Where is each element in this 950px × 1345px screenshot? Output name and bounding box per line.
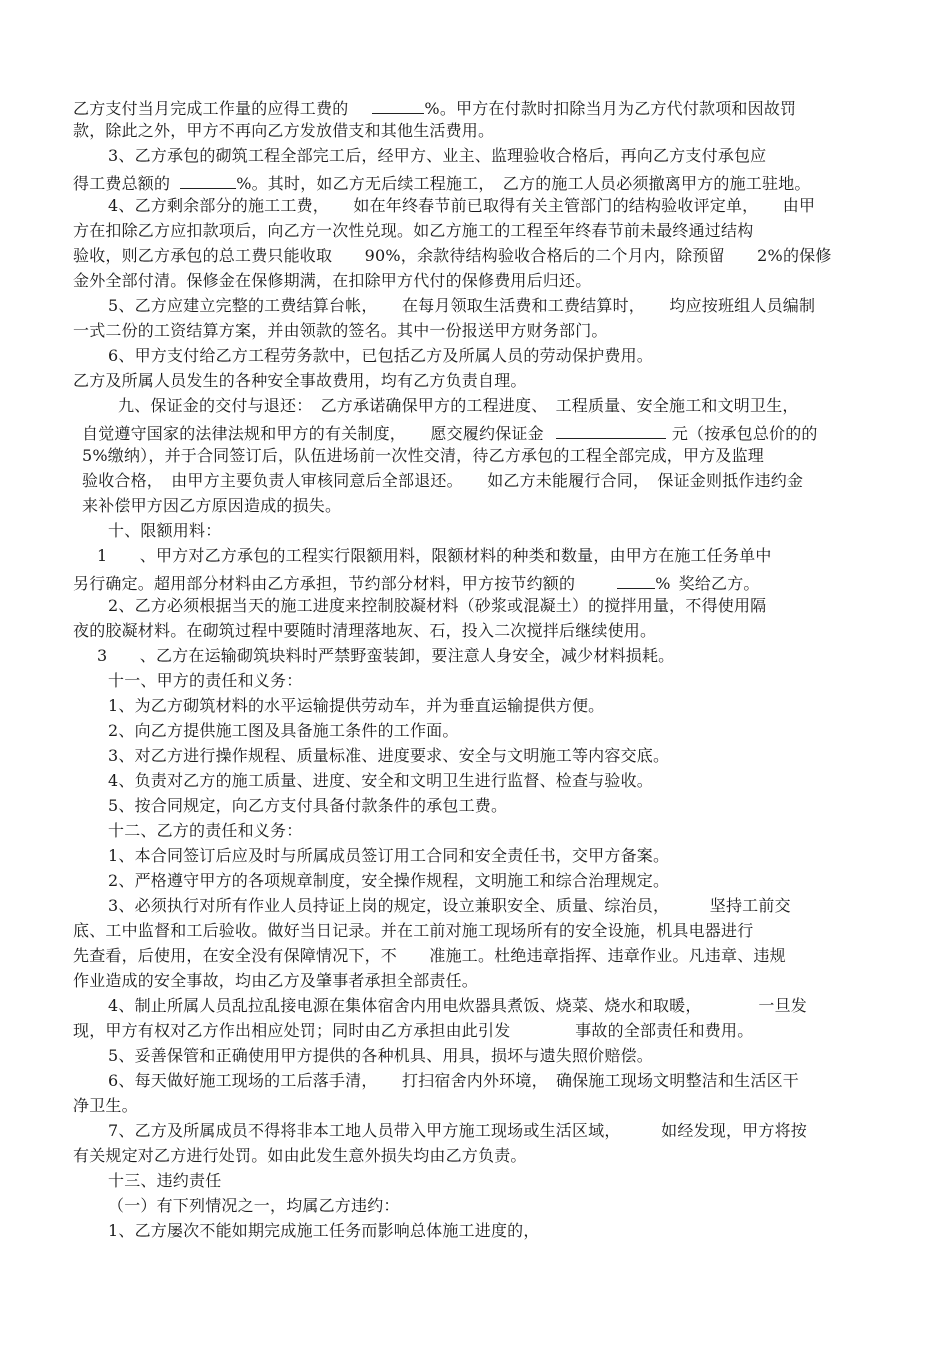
text-line: 得工费总额的 %。其时，如乙方无后续工程施工， 乙方的施工人员必须撤离甲方的施工驻地。 xyxy=(73,171,811,194)
section-heading: 十、限额用料： xyxy=(108,521,222,540)
text-line: 7、乙方及所属成员不得将非本工地人员带入甲方施工现场或生活区域， 如经发现，甲方将按 xyxy=(108,1121,807,1140)
text-line: 有关规定对乙方进行处罚。如由此发生意外损失均由乙方负责。 xyxy=(73,1146,527,1165)
text-line: 作业造成的安全事故，均由乙方及肇事者承担全部责任。 xyxy=(73,971,479,990)
text-line: 4、负责对乙方的施工质量、进度、安全和文明卫生进行监督、检查与验收。 xyxy=(108,771,653,790)
text-line: 乙方及所属人员发生的各种安全事故费用，均有乙方负责自理。 xyxy=(73,371,527,390)
text-line: （一）有下列情况之一，均属乙方违约： xyxy=(108,1196,400,1215)
text-line: 2、乙方必须根据当天的施工进度来控制胶凝材料（砂浆或混凝土）的搅拌用量，不得使用隔 xyxy=(108,596,767,615)
text-line: 款，除此之外，甲方不再向乙方发放借支和其他生活费用。 xyxy=(73,121,495,140)
text-line: 自觉遵守国家的法律法规和甲方的有关制度， 愿交履约保证金 元（按承包总价的的 xyxy=(82,421,818,444)
text-line: 3、必须执行对所有作业人员持证上岗的规定，设立兼职安全、质量、综治员， 坚持工前交 xyxy=(108,896,791,915)
text-line: 5、妥善保管和正确使用甲方提供的各种机具、用具，损坏与遗失照价赔偿。 xyxy=(108,1046,653,1065)
text-line: 3、对乙方进行操作规程、质量标准、进度要求、安全与文明施工等内容交底。 xyxy=(108,746,670,765)
text-line: 验收，则乙方承包的总工费只能收取 90%，余款待结构验收合格后的二个月内，除预留 2%的保修 xyxy=(73,246,832,265)
blank-field xyxy=(372,96,424,114)
text-line: 5%缴纳），并于合同签订后，队伍进场前一次性交清，待乙方承包的工程全部完成，甲方及监理 xyxy=(82,446,764,465)
blank-field xyxy=(617,571,655,589)
text-line: 5、乙方应建立完整的工费结算台帐， 在每月领取生活费和工费结算时， 均应按班组人员编制 xyxy=(108,296,816,315)
text-line: 6、每天做好施工现场的工后落手清， 打扫宿舍内外环境， 确保施工现场文明整洁和生活区干 xyxy=(108,1071,799,1090)
text-line: 一式二份的工资结算方案，并由领款的签名。其中一份报送甲方财务部门。 xyxy=(73,321,608,340)
section-heading: 十二、乙方的责任和义务： xyxy=(108,821,303,840)
text-line: 3、乙方承包的砌筑工程全部完工后，经甲方、业主、监理验收合格后，再向乙方支付承包应 xyxy=(108,146,767,165)
section-heading: 十一、甲方的责任和义务： xyxy=(108,671,303,690)
text-line: 方在扣除乙方应扣款项后，向乙方一次性兑现。如乙方施工的工程至年终春节前未最终通过结构 xyxy=(73,221,754,240)
text-line: 2、严格遵守甲方的各项规章制度，安全操作规程，文明施工和综合治理规定。 xyxy=(108,871,670,890)
text-line: 先查看，后使用，在安全没有保障情况下，不 准施工。杜绝违章指挥、违章作业。凡违章、违规 xyxy=(73,946,786,965)
blank-field xyxy=(180,171,236,189)
text-line: 底、工中监督和工后验收。做好当日记录。并在工前对施工现场所有的安全设施，机具电器进行 xyxy=(73,921,754,940)
text-line: 1、本合同签订后应及时与所属成员签订用工合同和安全责任书，交甲方备案。 xyxy=(108,846,670,865)
text-line: 乙方支付当月完成工作量的应得工费的 %。甲方在付款时扣除当月为乙方代付款项和因故罚 xyxy=(73,96,796,119)
text-line: 4、制止所属人员乱拉乱接电源在集体宿舍内用电炊器具煮饭、烧菜、烧水和取暖， 一旦发 xyxy=(108,996,807,1015)
text-line: 6、甲方支付给乙方工程劳务款中，已包括乙方及所属人员的劳动保护费用。 xyxy=(108,346,653,365)
text-line: 1、乙方屡次不能如期完成施工任务而影响总体施工进度的， xyxy=(108,1221,540,1240)
text-line: 1、为乙方砌筑材料的水平运输提供劳动车，并为垂直运输提供方便。 xyxy=(108,696,605,715)
text-line: 3 、乙方在运输砌筑块料时严禁野蛮装卸，要注意人身安全，减少材料损耗。 xyxy=(97,646,675,665)
text-line: 夜的胶凝材料。在砌筑过程中要随时清理落地灰、石，投入二次搅拌后继续使用。 xyxy=(73,621,657,640)
text-line: 九、保证金的交付与退还： 乙方承诺确保甲方的工程进度、 工程质量、安全施工和文明卫生， xyxy=(118,396,799,415)
text-line: 净卫生。 xyxy=(73,1096,138,1115)
section-heading: 十三、违约责任 xyxy=(108,1171,222,1190)
text-line: 5、按合同规定，向乙方支付具备付款条件的承包工费。 xyxy=(108,796,508,815)
text-line: 4、乙方剩余部分的施工工费， 如在年终春节前已取得有关主管部门的结构验收评定单， 由甲 xyxy=(108,196,816,215)
text-line: 验收合格， 由甲方主要负责人审核同意后全部退还。 如乙方未能履行合同， 保证金则抵作违约金 xyxy=(82,471,804,490)
text-line: 金外全部付清。保修金在保修期满，在扣除甲方代付的保修费用后归还。 xyxy=(73,271,592,290)
text-line: 另行确定。超用部分材料由乙方承担，节约部分材料，甲方按节约额的 % 奖给乙方。 xyxy=(73,571,760,594)
text-line: 2、向乙方提供施工图及具备施工条件的工作面。 xyxy=(108,721,459,740)
text-line: 来补偿甲方因乙方原因造成的损失。 xyxy=(82,496,342,515)
text-line: 现，甲方有权对乙方作出相应处罚；同时由乙方承担由此引发 事故的全部责任和费用。 xyxy=(73,1021,754,1040)
text-line: 1 、甲方对乙方承包的工程实行限额用料，限额材料的种类和数量，由甲方在施工任务单中 xyxy=(97,546,772,565)
blank-field xyxy=(556,421,666,439)
